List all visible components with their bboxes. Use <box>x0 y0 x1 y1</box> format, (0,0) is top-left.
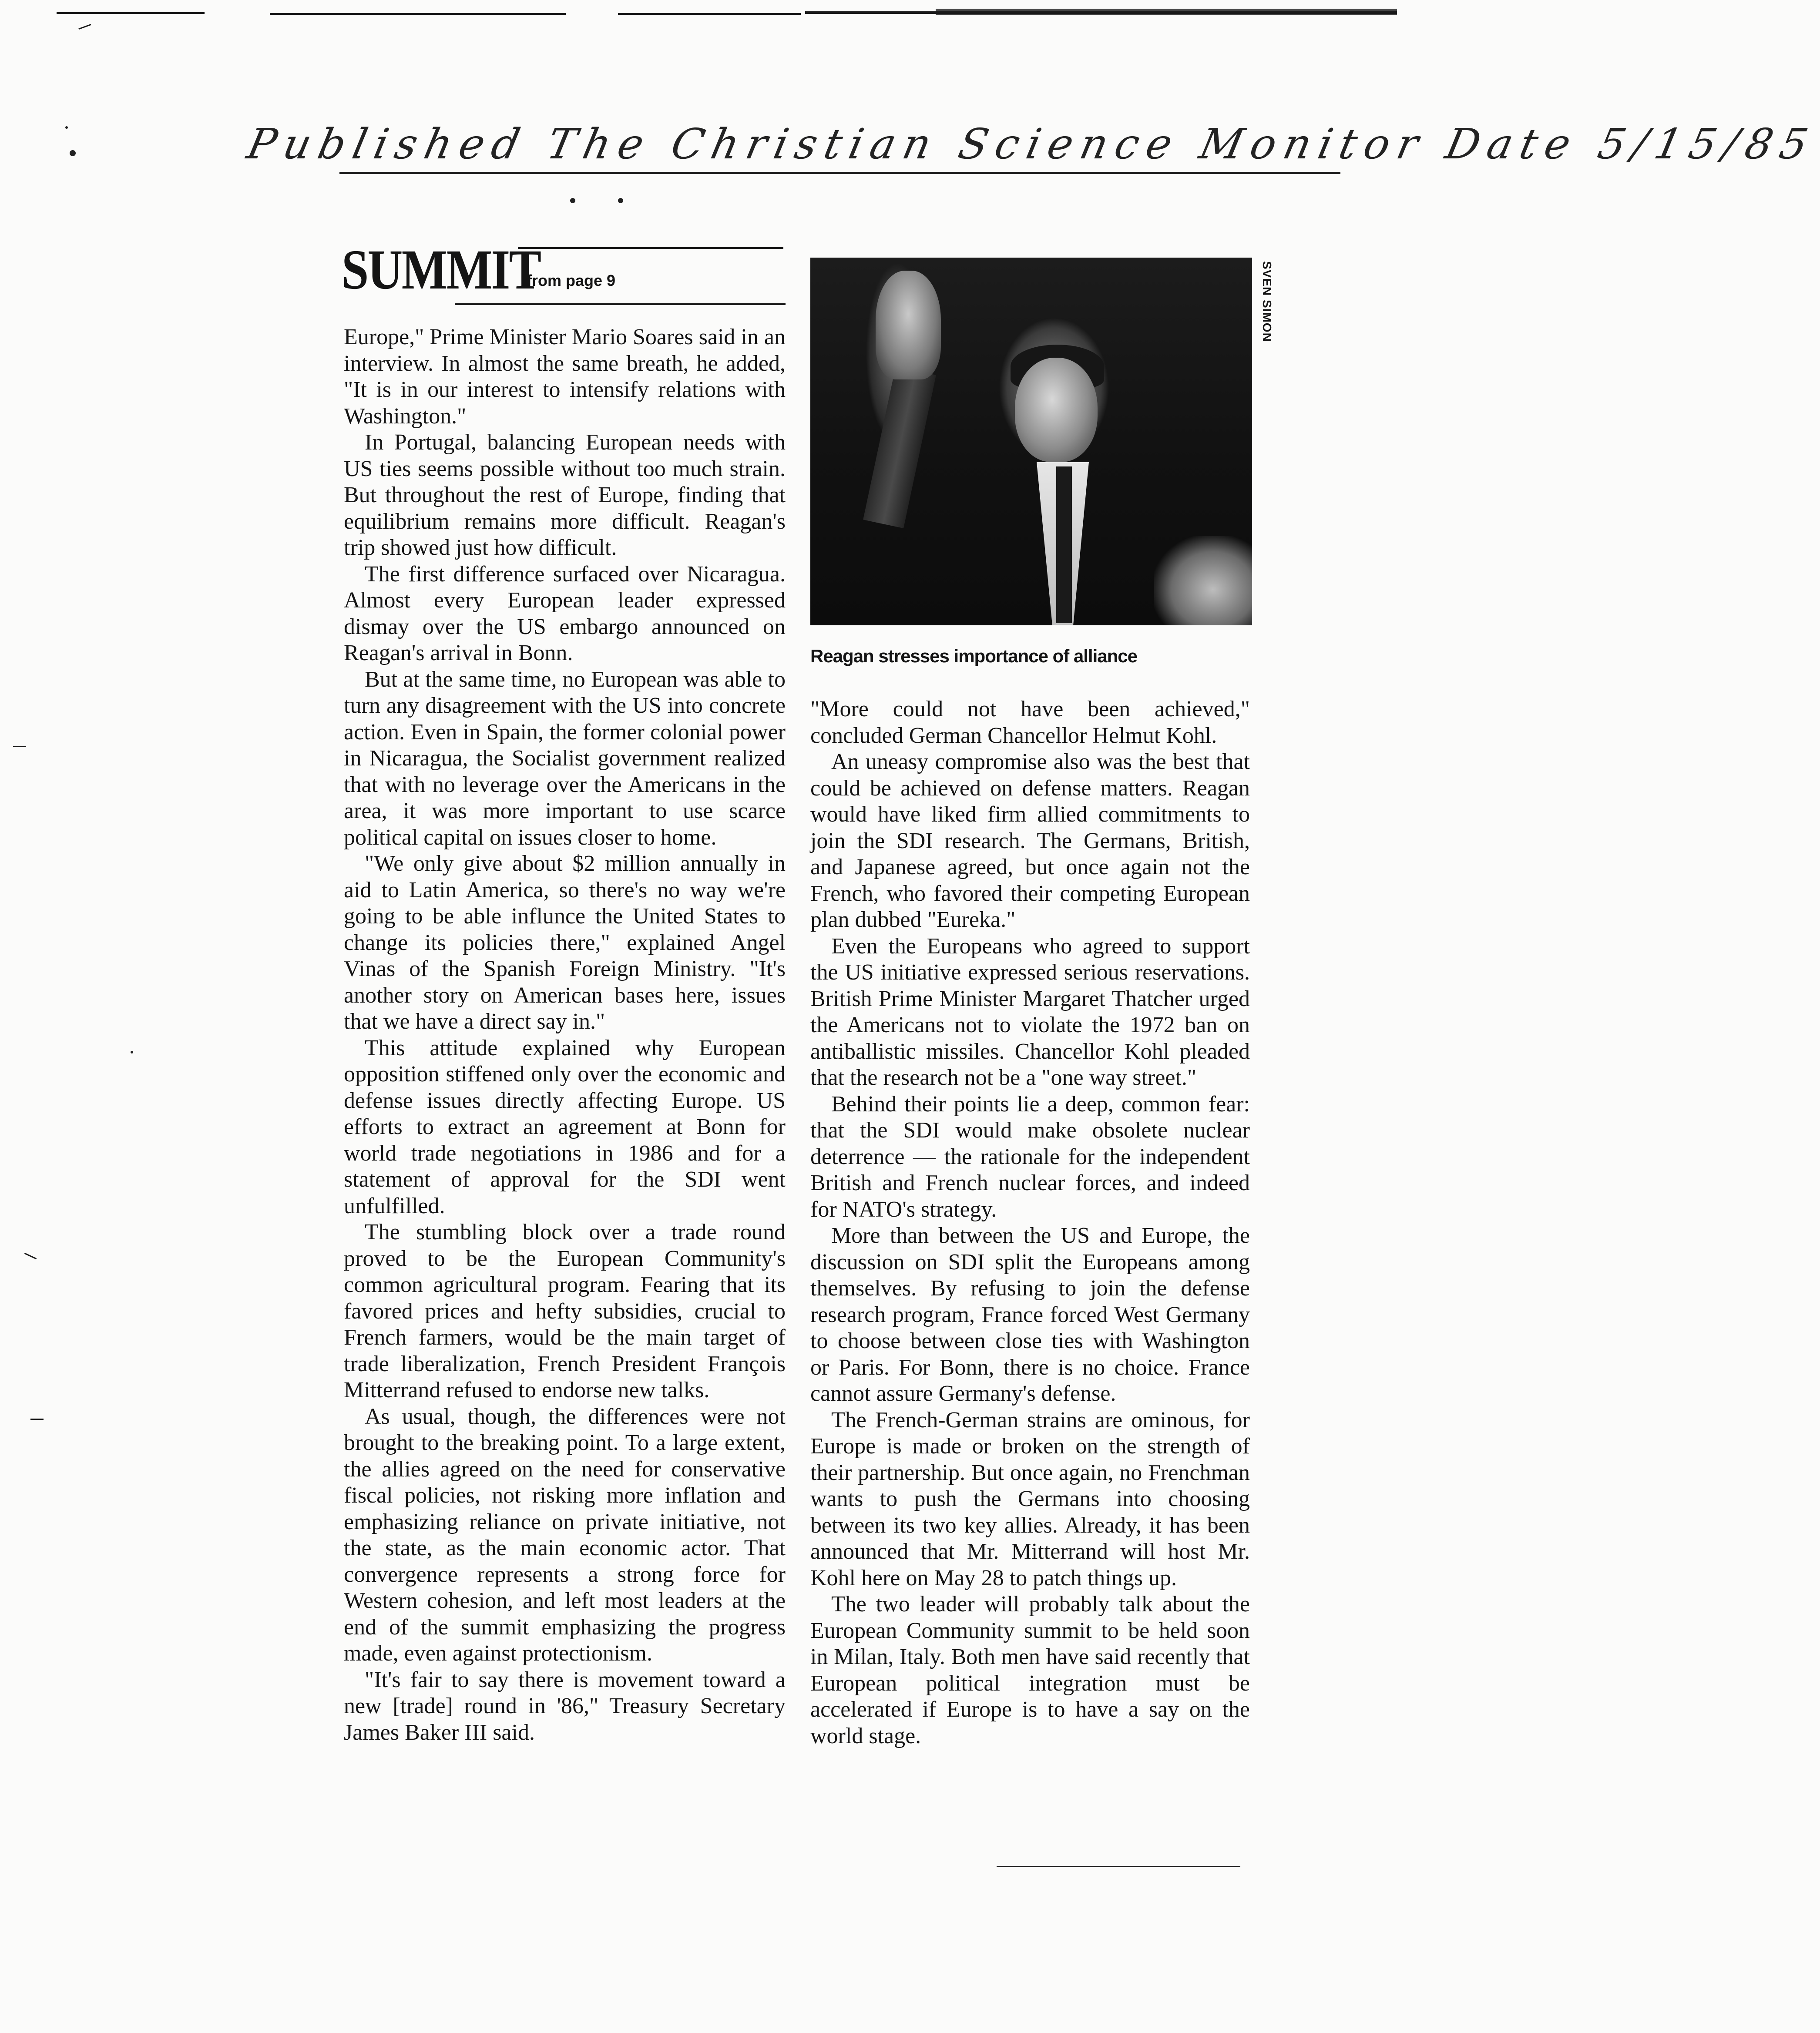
photo-tie <box>1056 466 1072 623</box>
handwritten-underline <box>339 172 1340 174</box>
article-photo <box>810 258 1252 625</box>
paragraph: The first difference surfaced over Nicaragua. Almost every European leader expressed dismay over the US embargo announced on Reagan's arrival in Bonn. <box>344 561 786 665</box>
photo-raised-hand <box>876 271 941 379</box>
article-end-rule <box>997 1866 1240 1867</box>
handwritten-publication-line <box>243 111 1820 185</box>
scan-top-rule-2 <box>270 13 566 15</box>
paragraph: Europe," Prime Minister Mario Soares said in an interview. In almost the same breath, he added, "It is in our interest to intensify relations with Washington." <box>344 325 786 429</box>
photo-caption: Reagan stresses importance of alliance <box>810 646 1137 666</box>
scan-mark <box>70 150 76 156</box>
scan-mark <box>65 126 68 129</box>
paragraph: In Portugal, balancing European needs with US ties seems possible without too much strain. But throughout the rest of Europe, finding that equilibrium remains more difficult. Reagan's trip showed just how difficult. <box>344 430 786 560</box>
scan-top-rule-1 <box>57 12 205 14</box>
jump-line: from page 9 <box>527 272 616 289</box>
paragraph: More than between the US and Europe, the discussion on SDI split the Europeans among themselves. By refusing to join the defense research program, France forced West Germany to choose between close ties with Washington or Paris. For Bonn, there is no choice. France cannot assure Germany's defense. <box>810 1223 1250 1406</box>
photo-raised-arm <box>863 366 936 528</box>
photo-crowd <box>1154 536 1252 625</box>
scan-mark <box>570 198 575 203</box>
paragraph: "We only give about $2 million annually in aid to Latin America, so there's no way we're going to be able influnce the United States to change its policies there," explained Angel Vinas of the Spanish Foreign Ministry. "It's another story on American bases here, issues that we have a direct say in." <box>344 851 786 1034</box>
paragraph: "More could not have been achieved," concluded German Chancellor Helmut Kohl. <box>810 697 1250 748</box>
paragraph: As usual, though, the differences were not brought to the breaking point. To a large extent, the allies agreed on the need for conservative fiscal policies, not risking more inflation and emphasizing reliance on private initiative, not the state, as the main economic actor. That convergence represents a strong force for Western cohesion, and left most leaders at the end of the summit emphasizing the progress made, even against protectionism. <box>344 1404 786 1666</box>
paragraph: Behind their points lie a deep, common fear: that the SDI would make obsolete nuclear deterrence — the rationale for the independent British and French nuclear forces, and indeed for NATO's strategy. <box>810 1091 1250 1222</box>
paragraph: "It's fair to say there is movement toward a new [trade] round in '86," Treasury Secretary James Baker III said. <box>344 1667 786 1745</box>
scan-top-rule-5 <box>936 9 1397 15</box>
handwritten-text: Published The Christian Science Monitor Date 5/15/85 <box>243 120 1820 168</box>
left-column <box>344 324 786 1746</box>
scan-mark <box>131 1051 133 1053</box>
scan-mark <box>24 1253 37 1259</box>
scan-top-rule-3 <box>618 13 801 15</box>
right-column <box>810 696 1250 1749</box>
article-heading <box>342 237 794 307</box>
photo-credit <box>1256 261 1273 366</box>
paragraph: The French-German strains are ominous, for Europe is made or broken on the strength of their partnership. But once again, no Frenchman wants to push the Germans into choosing between its two key allies. Already, it has been announced that Mr. Mitterrand will host Mr. Kohl here on May 28 to patch things up. <box>810 1407 1250 1590</box>
paragraph: The stumbling block over a trade round proved to be the European Community's common agricultural program. Fearing that its favored prices and hefty subsidies, crucial to French farmers, would be the main target of trade liberalization, French President François Mitterrand refused to endorse new talks. <box>344 1220 786 1402</box>
heading-bottom-rule <box>455 303 786 305</box>
scan-mark <box>30 1419 44 1420</box>
photo-face <box>1015 358 1098 462</box>
scan-mark <box>78 24 91 30</box>
heading-title: SUMMIT <box>342 238 541 301</box>
scan-mark <box>13 746 26 747</box>
paragraph: But at the same time, no European was able to turn any disagreement with the US into concrete action. Even in Spain, the former colonial power in Nicaragua, the Socialist government realized that with no leverage over the Americans in the area, it was more important to use scarce political capital on issues closer to home. <box>344 667 786 850</box>
scan-mark <box>618 198 623 203</box>
paragraph: Even the Europeans who agreed to support the US initiative expressed serious reservations. British Prime Minister Margaret Thatcher urged the Americans not to violate the 1972 ban on antiballistic missiles. Chancellor Kohl pleaded that the research not be a "one way street." <box>810 933 1250 1090</box>
paragraph: This attitude explained why European opposition stiffened only over the economic and defense issues directly affecting Europe. US efforts to extract an agreement at Bonn for world trade negotiations in 1986 and for a statement of approval for the SDI went unfulfilled. <box>344 1035 786 1218</box>
paragraph: An uneasy compromise also was the best that could be achieved on defense matters. Reagan would have liked firm allied commitments to join the SDI research. The Germans, British, and Japanese agreed, but once again not the French, who favored their competing European plan dubbed "Eureka." <box>810 749 1250 932</box>
photo-credit-text: SVEN SIMON <box>1260 261 1274 342</box>
paragraph: The two leader will probably talk about the European Community summit to be held soon in Milan, Italy. Both men have said recently that European political integration must be accelerated if Europe is to have a say on the world stage. <box>810 1592 1250 1748</box>
